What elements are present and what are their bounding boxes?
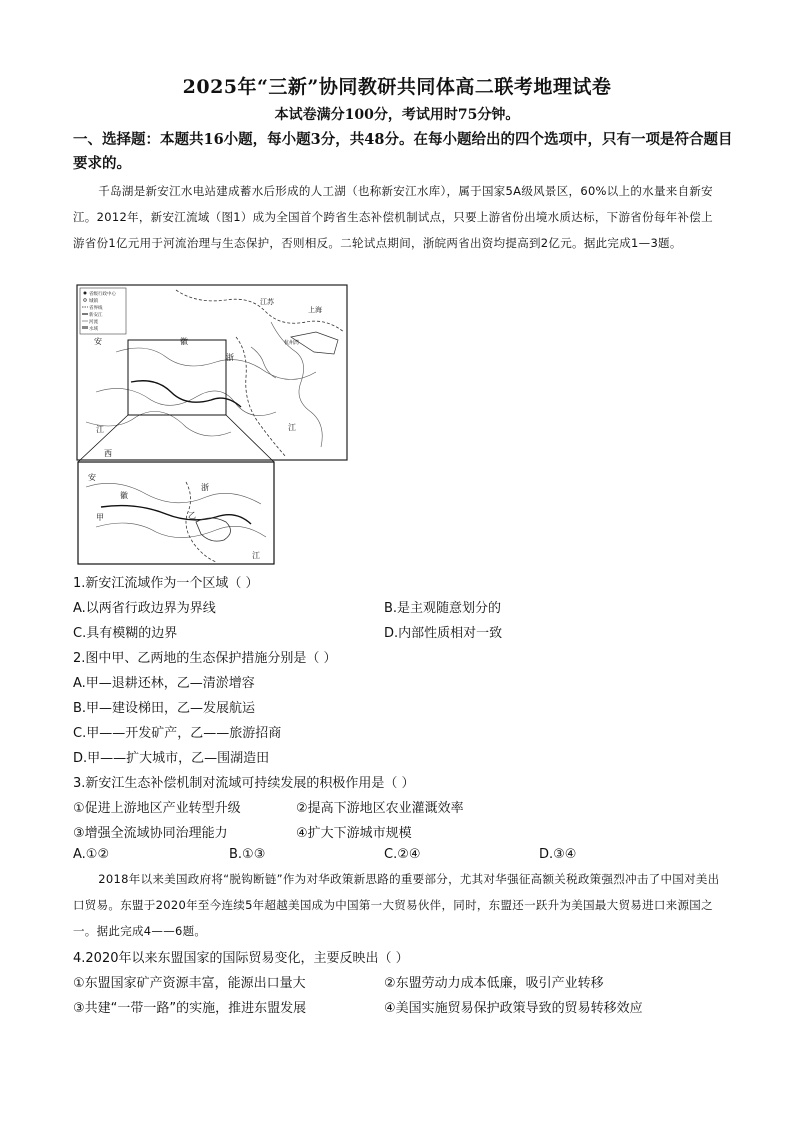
q3-option-a[interactable]: A.①② [73,847,110,862]
exam-subtitle: 本试卷满分100分，考试用时75分钟。 [274,107,520,123]
label-jiangsu: 江苏 [260,298,274,306]
legend-xinanjiang: 新安江 [89,313,103,318]
label-jiang-left: 江 [96,425,104,434]
legend-border: 省界线 [89,306,103,311]
q2-option-c[interactable]: C.甲——开发矿产，乙——旅游招商 [73,726,282,741]
q4-item-2: ②东盟劳动力成本低廉，吸引产业转移 [384,976,604,991]
passage-2: 2018年以来美国政府将“脱钩断链”作为对华政策新思路的重要部分，尤其对华强征高额关税政策强烈冲击了中国对美出口贸易。东盟于2020年至今连续5年超越美国成为中国第一大贸易伙伴，同时，东盟还一跃升为美国最大贸易进口来源国之一。据此完成4——6题。 [73,872,720,938]
question-2-stem: 2.图中甲、乙两地的生态保护措施分别是（ ） [73,651,337,666]
inset-label-zhe: 浙 [201,483,209,492]
legend-provincial-capital: 省级行政中心 [89,292,116,297]
legend-town: 城镇 [89,299,98,304]
question-4-stem: 4.2020年以来东盟国家的国际贸易变化，主要反映出（ ） [73,951,409,966]
inset-label-hui: 徽 [120,491,128,500]
map-figure-1 [76,282,348,568]
inset-label-yi: 乙 [188,511,196,520]
q3-option-c[interactable]: C.②④ [384,847,421,862]
inset-label-jiang: 江 [252,551,260,560]
label-hangzhou-bay: 杭州湾 [284,340,300,346]
label-hui: 徽 [180,337,188,346]
q4-item-1: ①东盟国家矿产资源丰富，能源出口量大 [73,976,306,991]
exam-title: 2025年“三新”协同教研共同体高二联考地理试卷 [182,76,612,98]
legend-river: 河流 [89,320,98,325]
q3-option-b[interactable]: B.①③ [229,847,266,862]
question-1-stem: 1.新安江流域作为一个区域（ ） [73,576,259,591]
q2-option-d[interactable]: D.甲——扩大城市，乙—围湖造田 [73,751,270,766]
q2-option-a[interactable]: A.甲—退耕还林，乙—清淤增容 [73,676,255,691]
q1-option-c[interactable]: C.具有模糊的边界 [73,626,178,641]
q3-item-4: ④扩大下游城市规模 [296,826,412,841]
q2-option-b[interactable]: B.甲—建设梯田，乙—发展航运 [73,701,256,716]
label-zhe: 浙 [226,353,234,362]
label-jiang-right: 江 [288,423,296,432]
q1-option-a[interactable]: A.以两省行政边界为界线 [73,601,216,616]
label-xi: 西 [104,449,112,458]
q3-item-1: ①促进上游地区产业转型升级 [73,801,241,816]
q3-option-d[interactable]: D.③④ [539,847,577,862]
q4-item-3: ③共建“一带一路”的实施，推进东盟发展 [73,1001,307,1016]
label-shanghai: 上海 [308,306,322,314]
q1-option-d[interactable]: D.内部性质相对一致 [384,626,503,641]
inset-label-an: 安 [88,473,96,482]
q3-item-2: ②提高下游地区农业灌溉效率 [296,801,464,816]
passage-1: 千岛湖是新安江水电站建成蓄水后形成的人工湖（也称新安江水库），属于国家5A级风景区，60%以上的水量来自新安江。2012年，新安江流域（图1）成为全国首个跨省生态补偿机制试点，只要上游省份出境水质达标，下游省份每年补偿上游省份1亿元用于河流治理与生态保护，否则相反。二轮试点期间，浙皖两省出资均提高到2亿元。据此完成1—3题。 [73,184,713,250]
xinanjiang-basin-map [76,282,348,568]
inset-label-jia: 甲 [96,513,104,522]
q3-item-3: ③增强全流域协同治理能力 [73,826,228,841]
legend-water: 水域 [89,327,98,332]
q1-option-b[interactable]: B.是主观随意划分的 [384,601,502,616]
q4-item-4: ④美国实施贸易保护政策导致的贸易转移效应 [384,1001,643,1016]
question-3-stem: 3.新安江生态补偿机制对流域可持续发展的积极作用是（ ） [73,776,415,791]
section-heading: 一、选择题：本题共16小题，每小题3分，共48分。在每小题给出的四个选项中，只有一项是符合题目要求的。 [73,131,733,172]
label-an: 安 [94,337,102,346]
